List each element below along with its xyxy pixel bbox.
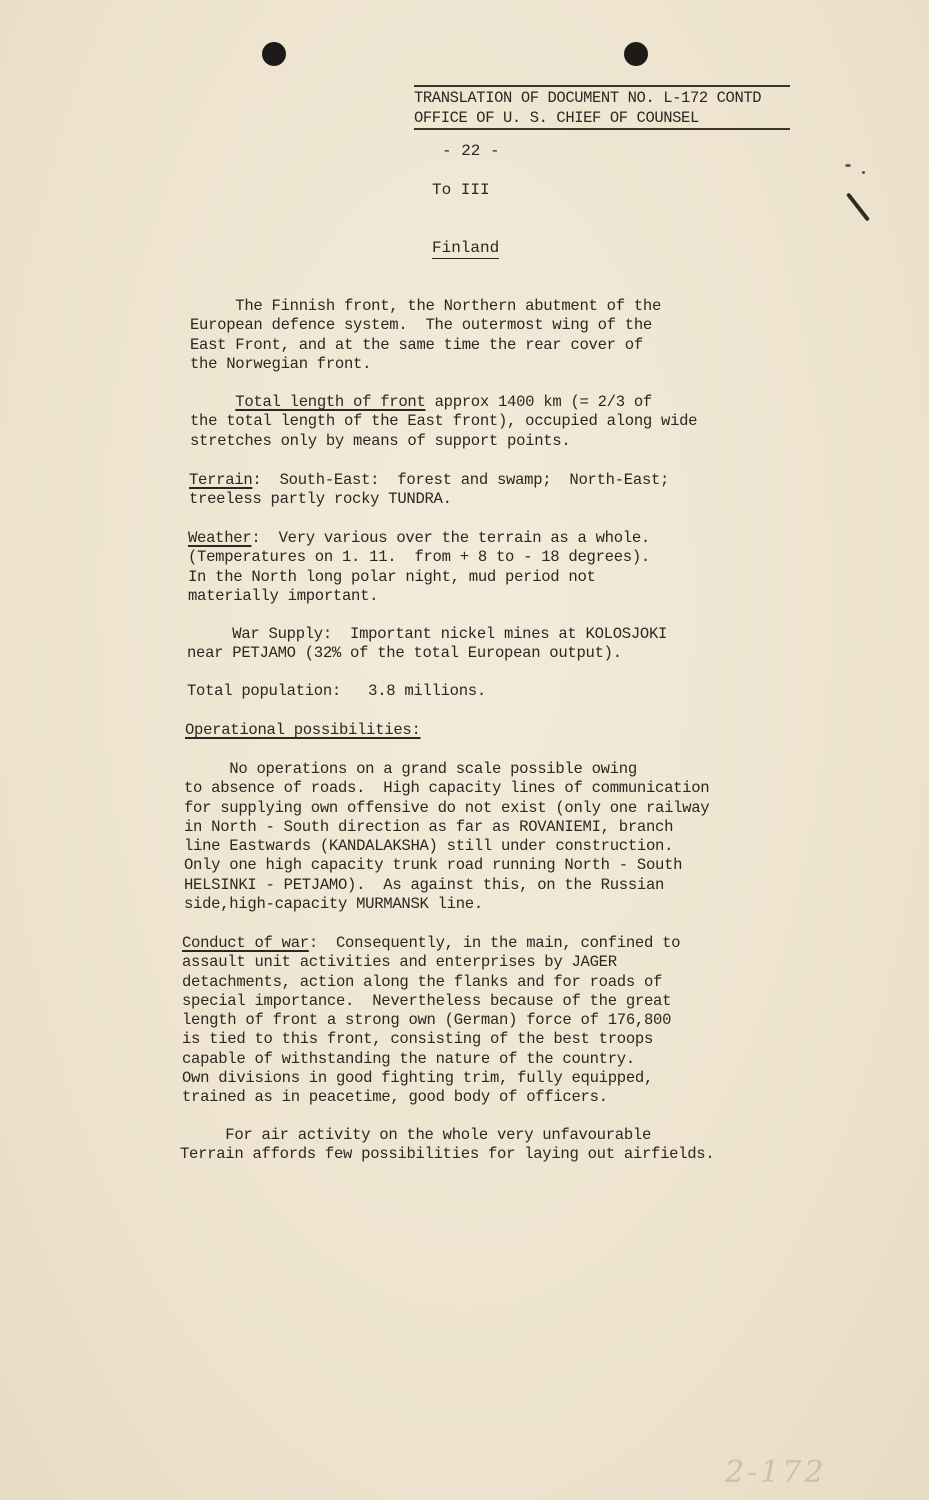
page-title: Finland [432,239,500,257]
text-line: detachments, action along the flanks and for roads of [182,972,663,991]
heading-total-length: Total length of front [235,393,426,411]
paragraph-population [187,682,486,701]
punch-hole-left [262,42,286,66]
text-line: in North - South direction as far as ROVANIEMI, branch [184,817,674,836]
text-line: In the North long polar night, mud period not [188,567,596,586]
text-run: approx 1400 km (= 2/3 of [425,393,652,411]
text-line: treeless partly rocky TUNDRA. [189,490,452,509]
text-line [182,934,680,953]
text-run: : Very various over the terrain as a whole. [251,529,650,547]
paragraph-war-supply [187,625,667,664]
paragraph-weather [188,529,650,606]
indent [190,393,235,411]
paragraph-conduct-of-war [182,934,680,1108]
paragraph-air-activity [180,1126,714,1165]
heading-terrain: Terrain [189,471,253,489]
text-run: : Consequently, in the main, confined to [308,934,681,952]
punch-hole-right [624,42,648,66]
paragraph-operations [184,760,709,914]
text-line: No operations on a grand scale possible owing [184,760,637,778]
paragraph-terrain [189,471,669,510]
text-line [190,393,697,412]
paragraph-front [190,297,661,374]
text-line: HELSINKI - PETJAMO). As against this, on the Russian [184,875,665,894]
text-line: the total length of the East front), occupied along wide [190,412,698,431]
text-line [188,529,650,548]
text-line: trained as in peacetime, good body of officers. [182,1088,608,1107]
text-line: For air activity on the whole very unfavourable [180,1126,652,1144]
text-line: (Temperatures on 1. 11. from + 8 to - 18 degrees). [188,548,650,567]
handwritten-document-number: 2-172 [725,1455,827,1490]
text-line: line Eastwards (KANDALAKSHA) still under construction. [184,837,674,856]
text-line: Own divisions in good fighting trim, fully equipped, [182,1069,654,1088]
paragraph-operational-heading [185,721,421,740]
text-line: European defence system. The outermost wing of the [190,316,652,335]
pencil-mark [846,192,870,221]
text-line: near PETJAMO (32% of the total European output). [187,644,622,663]
text-line: Terrain affords few possibilities for laying out airfields. [180,1145,715,1164]
text-line: to absence of roads. High capacity lines of communication [184,779,710,798]
speck [862,171,865,174]
heading-operational-possibilities: Operational possibilities: [185,721,421,739]
header-line-1: TRANSLATION OF DOCUMENT NO. L-172 CONTD [414,89,762,107]
header-line-2: OFFICE OF U. S. CHIEF OF COUNSEL [414,109,699,127]
text-line: Total population: 3.8 millions. [187,682,486,700]
paragraph-length [190,393,697,451]
speck [845,164,851,167]
text-line: length of front a strong own (German) force of 176,800 [182,1011,672,1030]
text-line: the Norwegian front. [190,354,372,373]
text-line: special importance. Nevertheless because of the great [182,991,672,1010]
text-line: Only one high capacity trunk road running North - South [184,856,683,875]
section-label: To III [432,181,490,199]
text-line: is tied to this front, consisting of the best troops [182,1030,654,1049]
text-line: The Finnish front, the Northern abutment of the [190,297,662,315]
text-line: East Front, and at the same time the rear cover of [190,335,643,354]
text-line: assault unit activities and enterprises by JAGER [182,953,617,972]
text-line: capable of withstanding the nature of the country. [182,1049,635,1068]
document-header [414,85,790,130]
text-line: side,high-capacity MURMANSK line. [184,895,483,914]
text-line: for supplying own offensive do not exist (only one railway [184,798,710,817]
text-line: stretches only by means of support points. [190,431,571,450]
text-run: : South-East: forest and swamp; North-East; [252,471,670,489]
text-line: War Supply: Important nickel mines at KOLOSJOKI [187,625,668,643]
page-number: - 22 - [442,142,500,160]
text-line: materially important. [188,586,379,605]
text-line [189,471,669,490]
heading-weather: Weather [188,529,252,547]
heading-conduct-of-war: Conduct of war [182,934,309,952]
